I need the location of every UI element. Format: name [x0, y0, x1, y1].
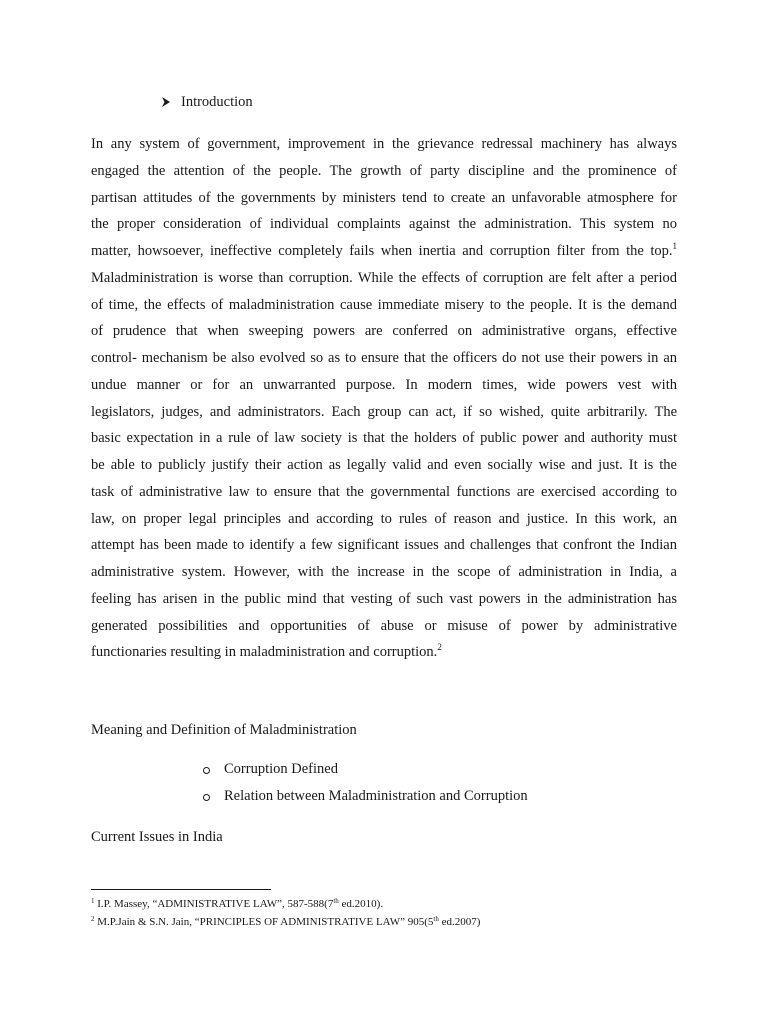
paragraph-line: be able to publicly justify their action as legally valid and even socially wise and just. It is the — [91, 457, 677, 473]
paragraph-last-line — [91, 639, 677, 666]
paragraph-line: feeling has arisen in the public mind that vesting of such vast powers in the administration has — [91, 590, 677, 607]
paragraph-line: attempt has been made to identify a few significant issues and challenges that confront the Indian — [91, 537, 677, 554]
footnote-marker: 2 — [91, 915, 95, 923]
paragraph-line: control- mechanism be also evolved so as to ensure that the officers do not use their powers in an — [91, 350, 677, 366]
hollow-circle-bullet-icon — [203, 794, 210, 801]
introduction-heading-text: Introduction — [181, 94, 253, 110]
paragraph-line-text: matter, howsoever, ineffective completely fails when inertia and corruption filter from the top. — [91, 243, 673, 259]
footnote-reference-1[interactable]: 1 — [672, 241, 677, 251]
footnote-text: I.P. Massey, “ADMINISTRATIVE LAW”, 587-588(7 — [94, 898, 334, 910]
introduction-paragraph — [91, 131, 677, 666]
paragraph-line-with-footnote — [91, 238, 677, 265]
footnote-marker: 1 — [91, 897, 95, 905]
footnote-superscript: th — [433, 915, 439, 923]
paragraph-line: basic expectation in a rule of law society is that the holders of public power and authority must — [91, 430, 677, 447]
paragraph-line: partisan attitudes of the governments by ministers tend to create an unfavorable atmosphere for — [91, 189, 677, 206]
paragraph-line: engaged the attention of the people. The growth of party discipline and the prominence of — [91, 162, 677, 179]
hollow-circle-bullet-icon — [203, 767, 210, 774]
paragraph-line: generated possibilities and opportunities of abuse or misuse of power by administrative — [91, 617, 677, 634]
arrow-bullet-icon — [160, 96, 172, 108]
introduction-heading — [160, 92, 253, 112]
footnote-text-end: ed.2010). — [338, 898, 384, 910]
paragraph-line: legislators, judges, and administrators. Each group can act, if so wished, quite arbitrarily. The — [91, 403, 677, 420]
footnote-1 — [91, 897, 383, 911]
sub-item-relation — [203, 786, 528, 806]
sub-item-label: Corruption Defined — [224, 761, 338, 777]
paragraph-line: administrative system. However, with the increase in the scope of administration in India, a — [91, 564, 677, 580]
paragraph-line: of prudence that when sweeping powers are conferred on administrative organs, effective — [91, 323, 677, 340]
footnote-reference-2[interactable]: 2 — [437, 642, 442, 653]
meaning-definition-heading: Meaning and Definition of Maladministration — [91, 722, 357, 738]
paragraph-line: the proper consideration of individual complaints against the administration. This system no — [91, 216, 677, 233]
footnote-2 — [91, 915, 480, 929]
paragraph-line: undue manner or for an unwarranted purpose. In modern times, wide powers vest with — [91, 376, 677, 393]
current-issues-heading: Current Issues in India — [91, 829, 223, 845]
sub-item-label: Relation between Maladministration and Corruption — [224, 788, 528, 804]
footnote-separator — [91, 889, 271, 890]
paragraph-line: Maladministration is worse than corruption. While the effects of corruption are felt after a period — [91, 269, 677, 286]
footnote-text-end: ed.2007) — [438, 916, 481, 928]
footnote-superscript: th — [333, 897, 339, 905]
paragraph-line: law, on proper legal principles and according to rules of reason and justice. In this work, an — [91, 510, 677, 527]
paragraph-line: In any system of government, improvement in the grievance redressal machinery has always — [91, 136, 677, 152]
paragraph-line-text: functionaries resulting in maladministration and corruption. — [91, 644, 438, 661]
sub-item-corruption-defined — [203, 759, 338, 779]
paragraph-line: of time, the effects of maladministration cause immediate misery to the people. It is the demand — [91, 296, 677, 313]
paragraph-line: task of administrative law to ensure that the governmental functions are exercised according to — [91, 483, 677, 500]
footnote-text: M.P.Jain & S.N. Jain, “PRINCIPLES OF ADMINISTRATIVE LAW” 905(5 — [94, 916, 434, 928]
